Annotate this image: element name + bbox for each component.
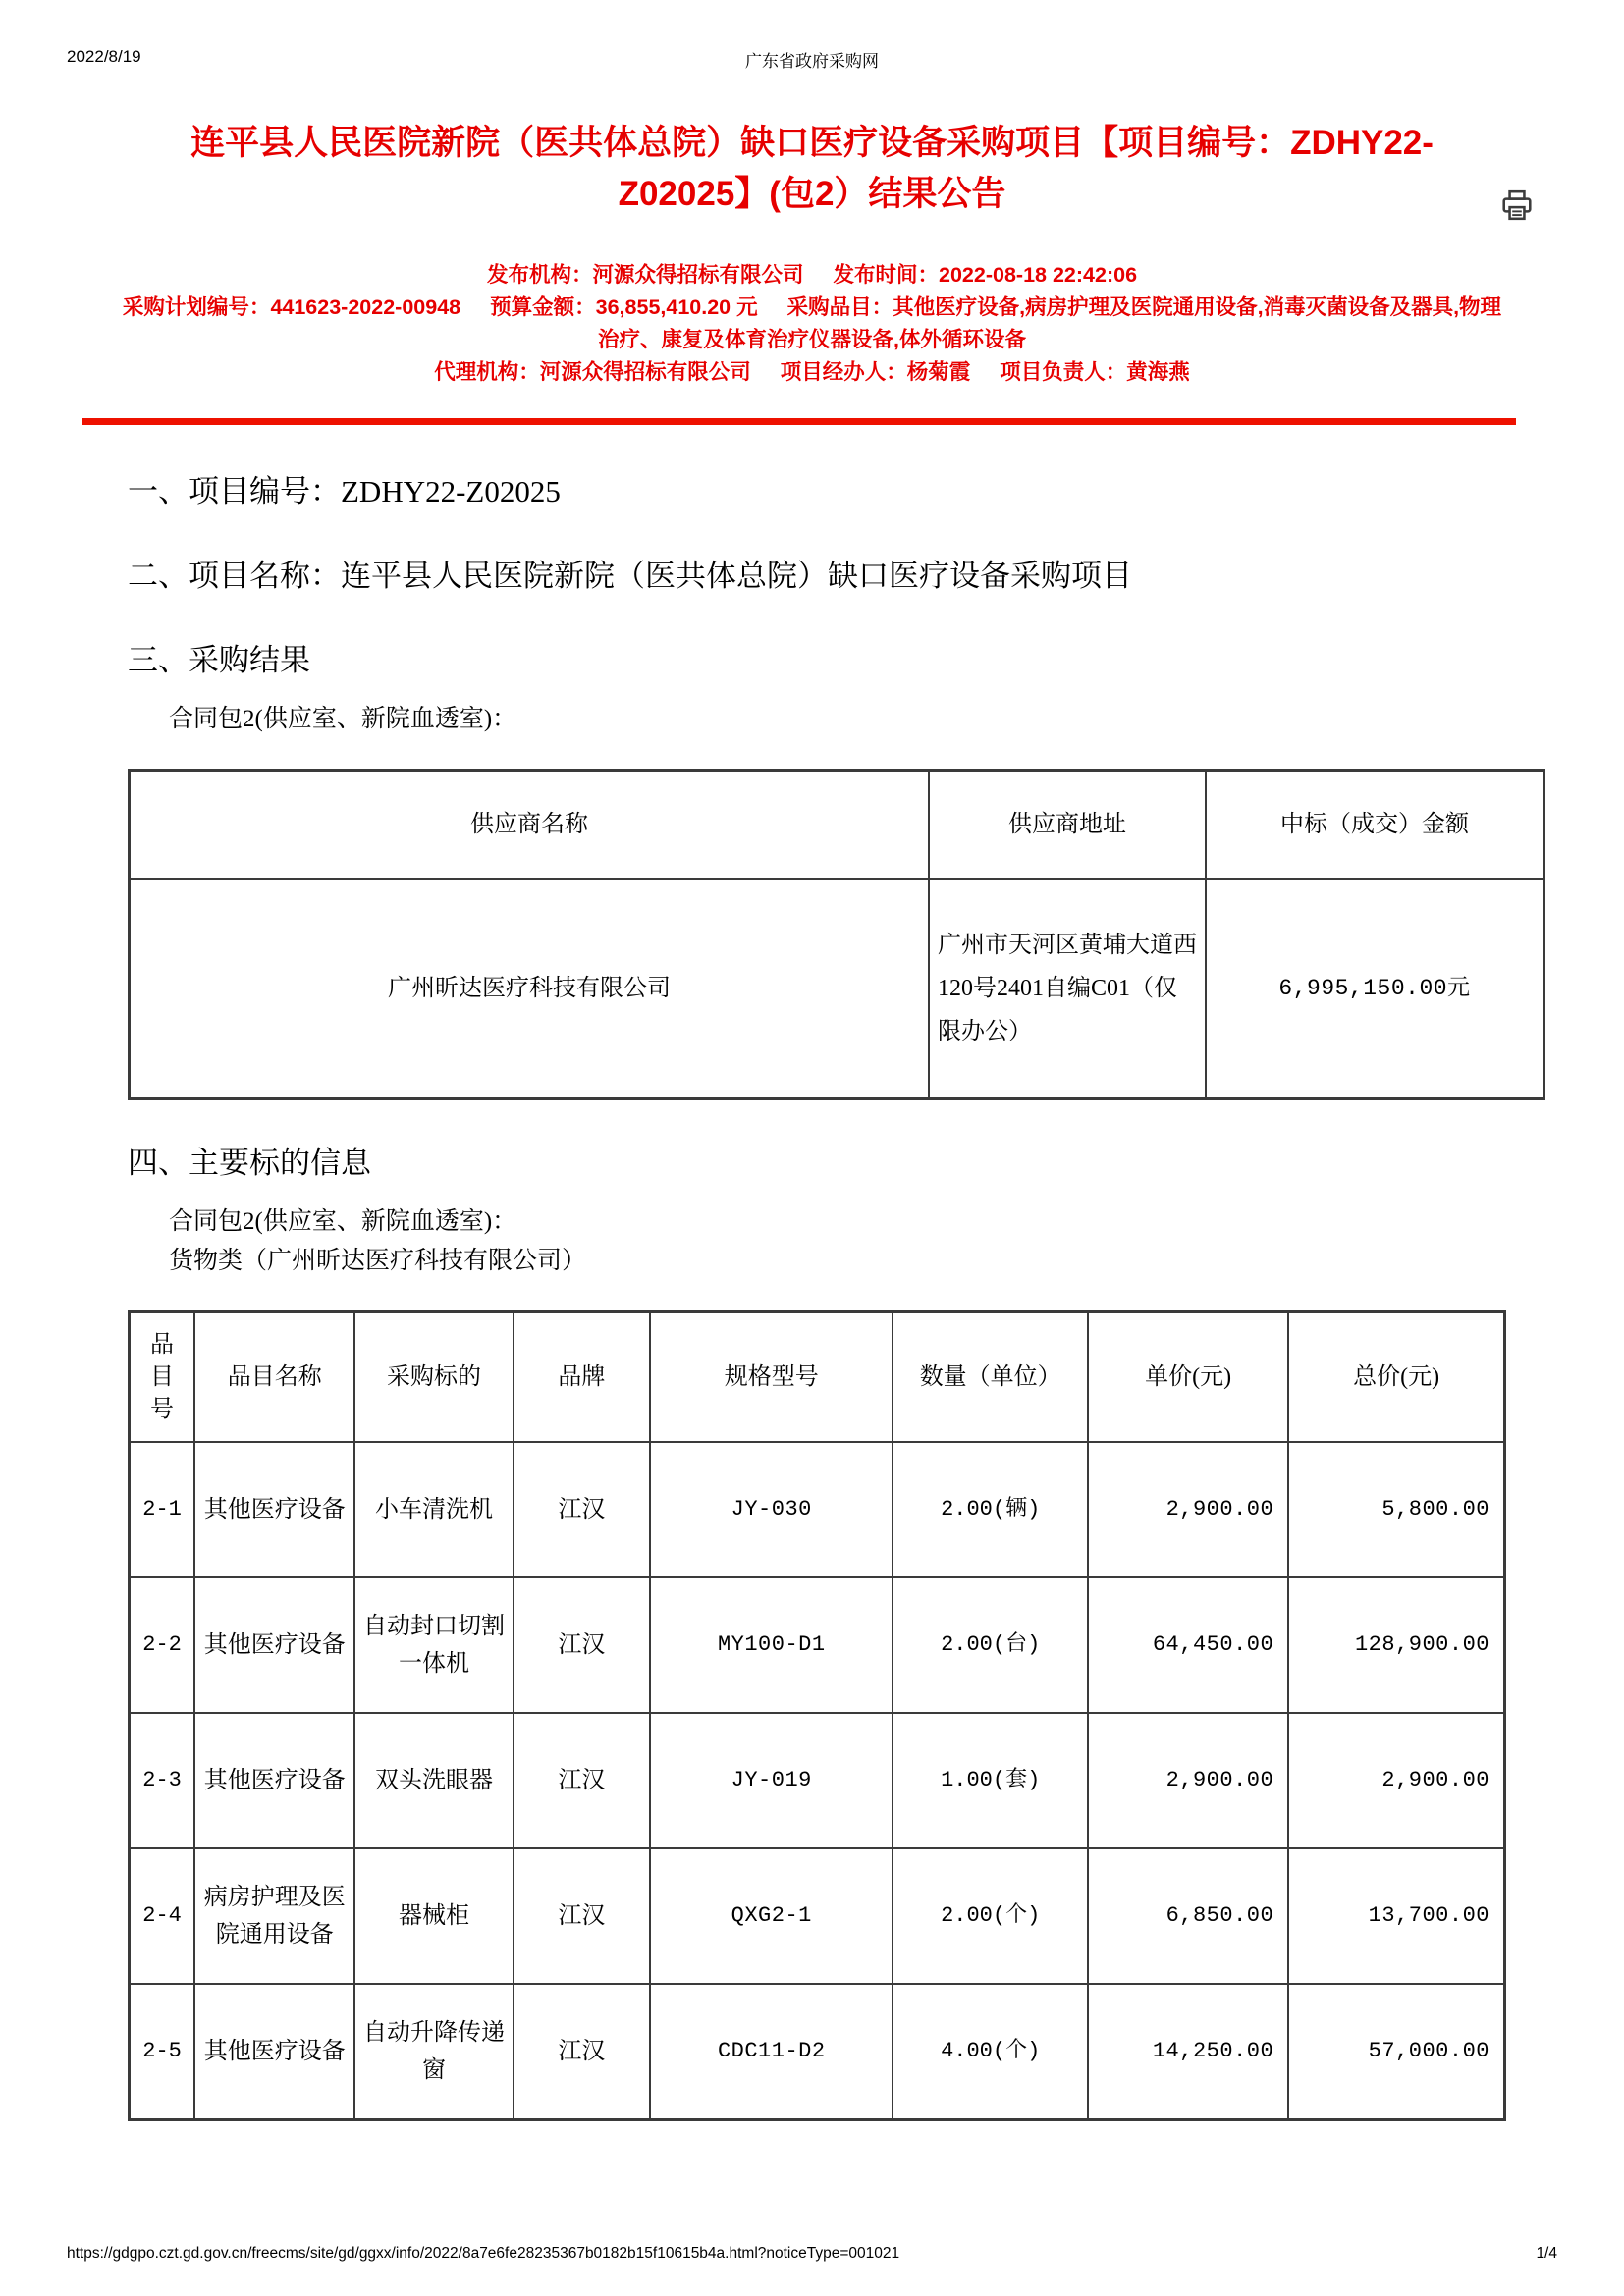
cell-total-price: 57,000.00 [1288,1984,1504,2120]
column-header-total-price: 总价(元) [1288,1312,1504,1443]
cell-unit-price: 64,450.00 [1088,1577,1288,1713]
column-header-brand: 品牌 [514,1312,651,1443]
owner-value: 黄海燕 [1126,360,1190,384]
printer-icon[interactable] [1500,188,1534,222]
title-block [108,118,1516,220]
cell-total-price: 2,900.00 [1288,1713,1504,1848]
cell-model: JY-019 [650,1713,893,1848]
table-header-row [130,1312,1505,1443]
table-row [130,1442,1505,1577]
cell-brand: 江汉 [514,1577,651,1713]
cell-model: MY100-D1 [650,1577,893,1713]
print-header [0,47,1624,69]
section-1-heading: 一、项目编号：ZDHY22-Z02025 [128,474,561,508]
cell-item-no: 2-4 [130,1848,195,1984]
section-4-goods-label: 货物类（广州昕达医疗科技有限公司） [169,1248,587,1274]
cell-quantity: 2.00(辆) [893,1442,1088,1577]
publish-time-label: 发布时间： [833,263,940,287]
budget-value: 36,855,410.20 元 [595,295,758,319]
column-header-unit-price: 单价(元) [1088,1312,1288,1443]
page-title [169,118,1455,220]
print-header-date: 2022/8/19 [67,47,141,66]
section-4-heading: 四、主要标的信息 [128,1146,371,1180]
section-4-package-label: 合同包2(供应室、新院血透室)： [169,1208,517,1235]
publisher-label: 发布机构： [486,263,593,287]
cell-quantity: 2.00(台) [893,1577,1088,1713]
footer-source-url: https://gdgpo.czt.gd.gov.cn/freecms/site/gd/ggxx/info/2022/8a7e6fe28235367b0182b15f10615b4a.html?noticeType=001021 [67,2245,900,2262]
handler-label: 项目经办人： [780,360,907,384]
cell-subject: 自动升降传递窗 [354,1984,513,2120]
print-header-site-name: 广东省政府采购网 [745,52,879,71]
cell-brand: 江汉 [514,1984,651,2120]
page-title-line-1: 连平县人民医院新院（医共体总院）缺口医疗设备采购项目【项目编号：ZDHY22- [190,124,1434,162]
agency-value: 河源众得招标有限公司 [539,360,751,384]
column-header-quantity: 数量（单位） [893,1312,1088,1443]
cell-item-no: 2-3 [130,1713,195,1848]
cell-brand: 江汉 [514,1713,651,1848]
meta-line-1 [116,259,1508,292]
agency-label: 代理机构： [434,360,540,384]
table-row [130,879,1544,1099]
page-title-line-2: Z02025】(包2）结果公告 [618,175,1006,213]
table-row [130,1577,1505,1713]
sections [108,470,1516,2121]
plan-no-label: 采购计划编号： [122,295,271,319]
supplier-result-table [128,769,1545,1100]
footer-page-number: 1/4 [1536,2245,1557,2262]
cell-total-price: 128,900.00 [1288,1577,1504,1713]
meta-line-2 [116,292,1508,356]
cell-total-price: 5,800.00 [1288,1442,1504,1577]
cell-model: CDC11-D2 [650,1984,893,2120]
publisher-value: 河源众得招标有限公司 [592,263,804,287]
cell-quantity: 1.00(套) [893,1713,1088,1848]
meta-line-3 [116,356,1508,389]
column-header-model: 规格型号 [650,1312,893,1443]
red-divider [82,418,1516,425]
cell-subject: 自动封口切割一体机 [354,1577,513,1713]
cell-unit-price: 2,900.00 [1088,1442,1288,1577]
items-detail-table [128,1310,1506,2121]
cell-quantity: 2.00(个) [893,1848,1088,1984]
cell-item-category: 病房护理及医院通用设备 [194,1848,354,1984]
cell-subject: 器械柜 [354,1848,513,1984]
cell-item-category: 其他医疗设备 [194,1442,354,1577]
cell-award-amount: 6,995,150.00元 [1206,879,1544,1099]
category-value: 其他医疗设备,病房护理及医院通用设备,消毒灭菌设备及器具,物理治疗、康复及体育治疗仪器设备,体外循环设备 [598,295,1502,351]
cell-model: JY-030 [650,1442,893,1577]
meta-block [108,259,1516,389]
cell-item-category: 其他医疗设备 [194,1713,354,1848]
cell-quantity: 4.00(个) [893,1984,1088,2120]
cell-unit-price: 2,900.00 [1088,1713,1288,1848]
category-label: 采购品目： [786,295,893,319]
cell-item-category: 其他医疗设备 [194,1984,354,2120]
column-header-subject: 采购标的 [354,1312,513,1443]
plan-no-value: 441623-2022-00948 [270,295,461,319]
section-3-package-label: 合同包2(供应室、新院血透室)： [169,706,517,732]
cell-item-category: 其他医疗设备 [194,1577,354,1713]
column-header-item-no: 品 目 号 [130,1312,195,1443]
table-row [130,1848,1505,1984]
column-header-item-category: 品目名称 [194,1312,354,1443]
cell-model: QXG2-1 [650,1848,893,1984]
cell-brand: 江汉 [514,1442,651,1577]
handler-value: 杨菊霞 [906,360,971,384]
cell-item-no: 2-1 [130,1442,195,1577]
owner-label: 项目负责人： [1000,360,1127,384]
section-2-heading: 二、项目名称：连平县人民医院新院（医共体总院）缺口医疗设备采购项目 [128,559,1132,593]
cell-supplier-name: 广州昕达医疗科技有限公司 [130,879,930,1099]
cell-supplier-address: 广州市天河区黄埔大道西120号2401自编C01（仅限办公） [929,879,1206,1099]
table-row [130,1984,1505,2120]
table-header-row [130,771,1544,880]
column-header-award-amount: 中标（成交）金额 [1206,771,1544,880]
cell-subject: 双头洗眼器 [354,1713,513,1848]
section-3-heading: 三、采购结果 [128,643,310,677]
print-footer [0,2245,1624,2267]
cell-subject: 小车清洗机 [354,1442,513,1577]
table-row [130,1713,1505,1848]
cell-unit-price: 14,250.00 [1088,1984,1288,2120]
cell-total-price: 13,700.00 [1288,1848,1504,1984]
budget-label: 预算金额： [490,295,596,319]
cell-item-no: 2-2 [130,1577,195,1713]
document-content [108,118,1516,2121]
column-header-supplier-address: 供应商地址 [929,771,1206,880]
publish-time-value: 2022-08-18 22:42:06 [939,263,1138,287]
cell-brand: 江汉 [514,1848,651,1984]
cell-item-no: 2-5 [130,1984,195,2120]
cell-unit-price: 6,850.00 [1088,1848,1288,1984]
column-header-supplier-name: 供应商名称 [130,771,930,880]
